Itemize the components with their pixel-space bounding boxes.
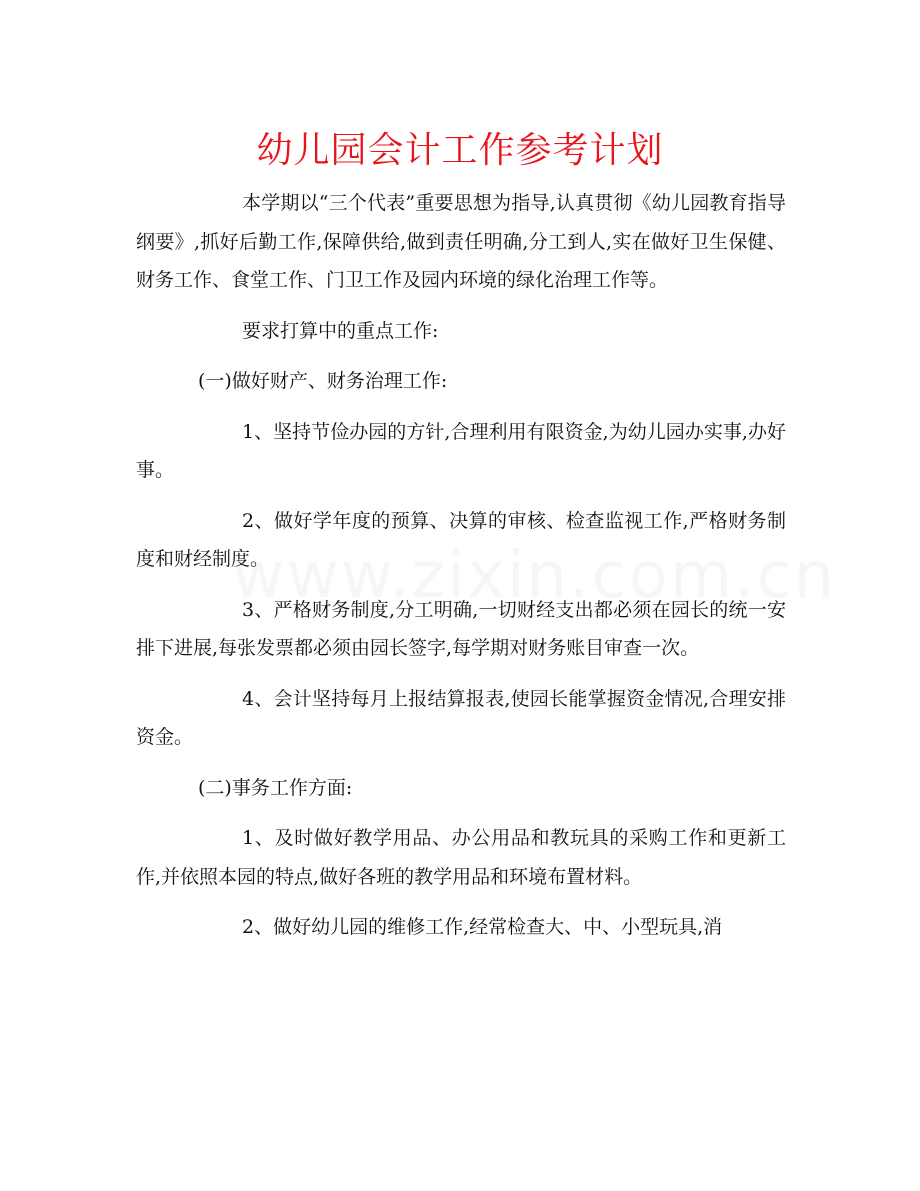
finance-item-1: 1、坚持节俭办园的方针,合理利用有限资金,为幼儿园办实事,办好事。 xyxy=(136,420,786,481)
document-body xyxy=(136,184,786,959)
intro-paragraph: 本学期以“三个代表”重要思想为指导,认真贯彻《幼儿园教育指导纲要》,抓好后勤工作,保障供给,做到责任明确,分工到人,实在做好卫生保健、财务工作、食堂工作、门卫工作及园内环境的绿化治理工作等。 xyxy=(136,192,786,291)
document-title: 幼儿园会计工作参考计划 xyxy=(256,130,664,171)
finance-item-2: 2、做好学年度的预算、决算的审核、检查监视工作,严格财务制度和财经制度。 xyxy=(136,509,786,570)
finance-item-3: 3、严格财务制度,分工明确,一切财经支出都必须在园长的统一安排下进展,每张发票都必须由园长签字,每学期对财务账目审查一次。 xyxy=(136,598,786,659)
finance-item-4: 4、会计坚持每月上报结算报表,使园长能掌握资金情况,合理安排资金。 xyxy=(136,687,786,748)
section-heading-finance: (一)做好财产、财务治理工作: xyxy=(198,370,448,392)
affairs-item-2: 2、做好幼儿园的维修工作,经常检查大、中、小型玩具,消 xyxy=(242,916,723,938)
section-heading-affairs: (二)事务工作方面: xyxy=(198,776,353,799)
affairs-item-1: 1、及时做好教学用品、办公用品和教玩具的采购工作和更新工作,并依照本园的特点,做好各班的教学用品和环境布置材料。 xyxy=(136,827,786,888)
key-work-heading: 要求打算中的重点工作: xyxy=(242,319,439,342)
